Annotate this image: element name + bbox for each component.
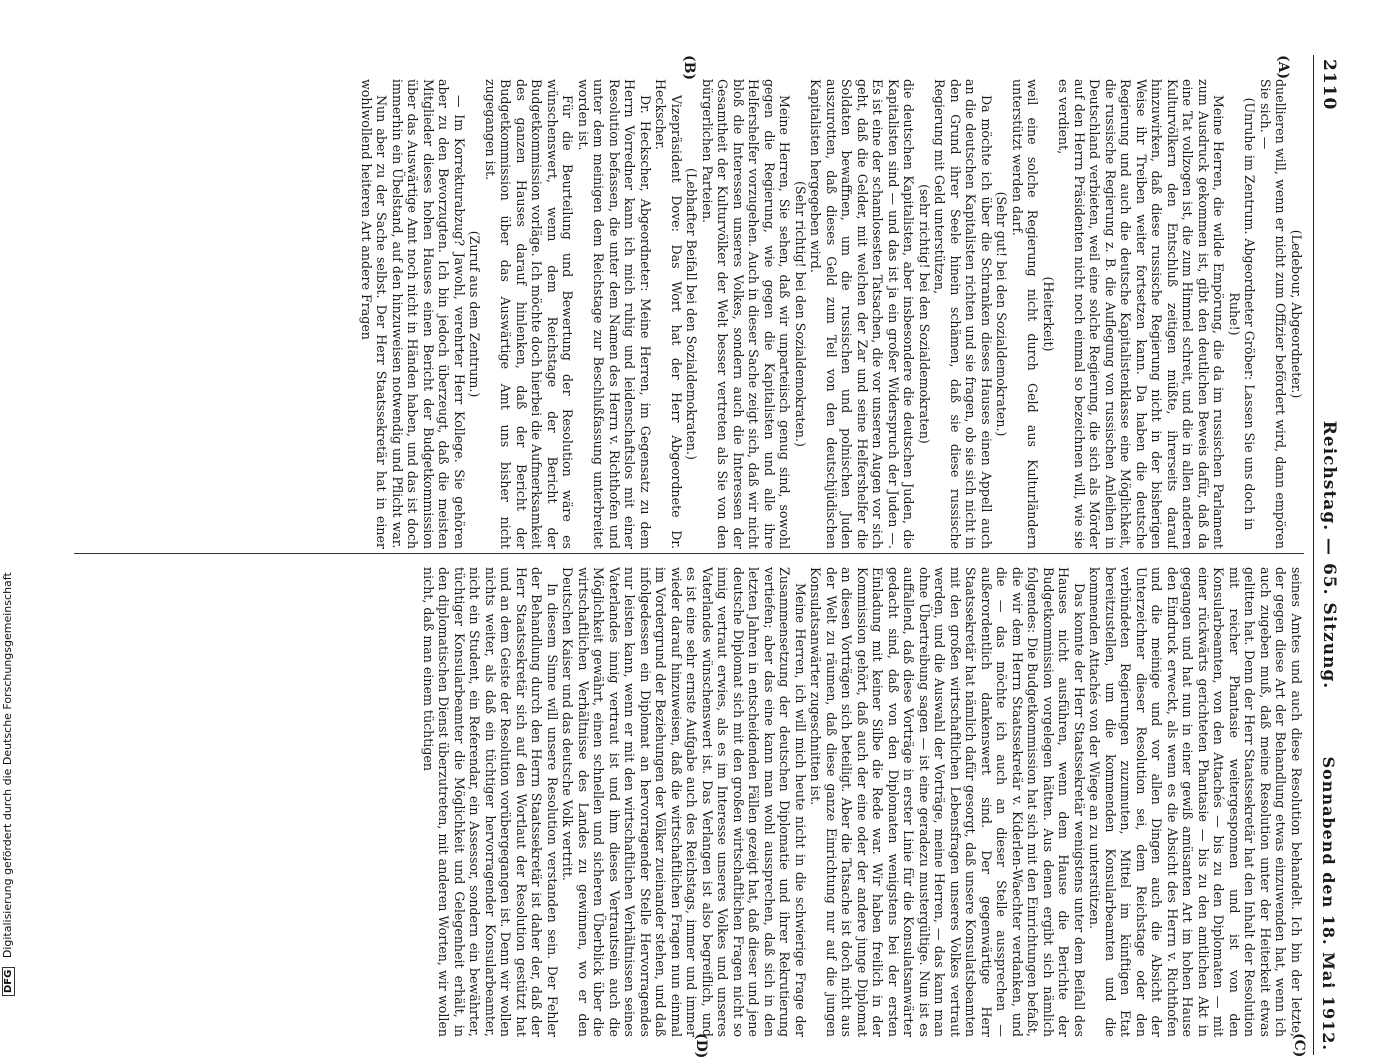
paragraph: Nun aber zu der Sache selbst. Der Herr Staatssekretär hat in einer wohlwollend heiteren Art andere Fragen <box>359 79 390 549</box>
paragraph: (Heiterkeit) <box>1041 276 1056 352</box>
dfg-logo: DFG <box>2 967 15 996</box>
margin-marker-c: (C) <box>1291 1033 1307 1058</box>
column-divider <box>74 553 1304 554</box>
paragraph: Dr. Heckscher, Abgeordneter: Meine Herren, im Gegensatz zu dem Herrn Vorredner kann ich mich ruhig und leidenschaftslos mit einer Resolution befassen, die unter dem Namen des Herrn v. Richthofen und unter dem meinigen dem Reichstage zur Beschlußfassung unterbreitet worden ist. <box>576 79 653 549</box>
paragraph: (Sehr gut! bei den Sozialdemokraten.) <box>994 191 1010 437</box>
paragraph: Meine Herren, die wilde Empörung, die da im russischen Parlament zum Ausdruck gekommen ist, gibt den deutlichen Beweis dafür, daß da eine Tat vollzogen ist, die zum Himmel schreit, und die in allen anderen Kulturvölkern den Entschluß zeitigen müßte, ihrerseits darauf hinzuwirken, daß diese russische Regierung nicht in der bisherigen Weise ihr Treiben weiter fortsetzen kann. Da haben die deutsche Regierung und auch die deutsche Kapitalistenklasse eine Möglichkeit, die russische Regierung z. B. die Auflegung von russischen Anleihen in Deutschland verbieten, weil eine solche Regierung, die sich als Mörder auf den Herrn Präsidenten nicht noch einmal so bezeichnen will, wie sie es verdient, <box>1056 79 1227 549</box>
margin-marker-b: (B) <box>681 55 697 81</box>
paragraph: (Ledebour, Abgeordneter.) <box>1289 229 1304 399</box>
page-number: 2110 <box>1319 59 1339 111</box>
left-text-column <box>74 79 1304 549</box>
paragraph: — Im Korrekturabzug? Jawohl, verehrter Herr Kollege. Sie gehören aber zu den Bevorzugten. Ich bin jedoch überzeugt, daß die meisten Mitglieder dieses hohen Hauses einen Bericht der Budgetkommission über das Auswärtige Amt noch nicht in Händen haben, und das ist doch immerhin ein Übelstand, auf den hinzuweisen notwendig und Pflicht war. <box>390 79 467 549</box>
paragraph: weil eine solche Regierung nicht durch Geld aus Kulturländern unterstützt werden darf. <box>1010 79 1041 549</box>
right-text-column <box>74 567 1304 1037</box>
paragraph: die deutschen Kapitalisten, aber insbesondere die deutschen Juden, die Kapitalisten sind — und das ist ja ein großer Widerspruch der Juden —. Es ist eine der schamlosesten Tatsachen, die vor unseren Augen vor sich geht, daß die Gelder, mit welchen der Zar und seine Helfershelfer die Soldaten bewaffnen, um die russischen und polnischen Juden auszurotten, daß dieses Geld zum Teil von den deutschjüdischen Kapitalisten hergegeben wird. <box>808 79 917 549</box>
margin-marker-d: (D) <box>693 1033 709 1058</box>
paragraph: (Unruhe im Zentrum. Abgeordneter Gröber: Lassen Sie uns doch in Ruhe!) <box>1227 97 1258 531</box>
scanned-page <box>56 55 1339 1058</box>
digitization-credit <box>1 572 15 996</box>
page-title: Reichstag. — 65. Sitzung. <box>1319 420 1339 690</box>
paragraph: Das konnte der Herr Staatssekretär wenigstens unter dem Beifall des Hauses nicht ausführen, wenn dem Hause die Berichte der Budgetkommission vorgelegen hätten. Aus denen ergibt sich nämlich folgendes: Die Budgetkommission hat sich mit den Einrichtungen befaßt, die wir dem Herrn Staatssekretär v. Kiderlen-Waechter verdanken, und die — das möchte ich auch an dieser Stelle aussprechen — außerordentlich dankenswert sind. Der gegenwärtige Herr Staatssekretär hat nämlich dafür gesorgt, daß unsere Konsulatsbeamten mit den großen wirtschaftlichen Lebensfragen unseres Volkes vertraut werden, und die Auswahl der Vorträge, meine Herren, — das kann man ohne Übertreibung sagen — ist eine geradezu mustergültige. Nun ist es auffallend, daß diese Vorträge in erster Linie für die Konsulatsanwärter gedacht sind, daß von den Diplomaten wenigstens bei der ersten Einladung mit keiner Silbe die Rede war. Wir haben freilich in der Kommission gehört, daß auch der eine oder der andere junge Diplomat an diesen Vorträgen sich beteiligt. Aber die Tatsache ist doch nicht aus der Welt zu räumen, daß diese ganze Einrichtung nur auf die jungen Konsulatsanwärter zugeschnitten ist. <box>808 567 1087 1037</box>
page-header <box>1313 55 1339 1055</box>
paragraph: Meine Herren, ich will mich heute nicht in die schwierige Frage der Zusammensetzung der deutschen Diplomatie und ihrer Rekrutierung vertiefen; aber das eine kann man wohl aussprechen, daß sich in den letzten Jahren in entscheidenden Fällen gezeigt hat, daß dieser und jene deutsche Diplomat sich mit den großen wirtschaftlichen Fragen nicht so innig vertraut erwies, als es im Interesse unseres Volkes und unseres Vaterlandes wünschenswert ist. Das Verlangen ist also begreiflich, und es ist eine sehr ernste Aufgabe auch des Reichstags, immer und immer wieder darauf hinzuweisen, daß die wirtschaftlichen Fragen nun einmal im Vordergrund der Beziehungen der Völker zueinander stehen, und daß infolgedessen ein Diplomat an hervorragender Stelle Hervorragendes nur leisten kann, wenn er mit den wirtschaftlichen Verhältnissen seines Vaterlandes innig vertraut ist und ihm dieses Vertrautsein auch die Möglichkeit gewährt, einen schnellen und sicheren Überblick über die wirtschaftlichen Verhältnisse des Landes zu gewinnen, wo er den Deutschen Kaiser und das deutsche Volk vertritt. <box>560 567 808 1037</box>
paragraph: Meine Herren, Sie sehen, daß wir unparteiisch genug sind, sowohl gegen die Regierung, wie gegen die Kapitalisten und alle ihre Helfershelfer vorzugehen. Auch in dieser Sache zeigt sich, daß wir nicht bloß die Interessen unseres Volkes, sondern auch die Interessen der Gesamtheit der Kulturvölker der Welt besser vertreten als Sie von den bürgerlichen Parteien. <box>700 79 793 549</box>
margin-marker-a: (A) <box>1275 55 1291 80</box>
paragraph: (Zuruf aus dem Zentrum.) <box>467 230 483 398</box>
paragraph: (sehr richtig! bei den Sozialdemokraten) <box>917 184 932 444</box>
paragraph: duellieren will, wenn er nicht zum Offizier befördert wird, dann empören Sie sich. — <box>1258 79 1289 549</box>
paragraph: Für die Beurteilung und Bewertung der Resolution wäre es wünschenswert, wenn dem Reichstage der Bericht der Budgetkommission vorläge. Ich möchte doch hierbei die Aufmerksamkeit des ganzen Hauses darauf hinlenken, daß der Bericht der Budgetkommission über das Auswärtige Amt uns bisher nicht zugegangen ist. <box>483 79 576 549</box>
session-date: Sonnabend den 18. Mai 1912. <box>1319 756 1338 1051</box>
paragraph: Da möchte ich über die Schranken dieses Hauses einen Appell auch an die deutschen Kapitalisten richten und sie fragen, ob sie sich nicht in den Grund ihrer Seele hinein schämen, daß sie diese russische Regierung mit Geld unterstützen, <box>932 79 994 549</box>
paragraph: (Sehr richtig! bei den Sozialdemokraten.) <box>793 181 808 447</box>
paragraph: Vizepräsident Dove: Das Wort hat der Herr Abgeordnete Dr. Heckscher. <box>653 79 684 549</box>
credit-text: Digitalisierung gefördert durch die Deutsche Forschungsgemeinschaft <box>1 572 14 959</box>
paragraph: (Lebhafter Beifall bei den Sozialdemokraten.) <box>684 168 700 460</box>
paragraph: In diesem Sinne will unsere Resolution verstanden sein. Der Fehler der Behandlung durch den Herrn Staatssekretär ist daher der, daß der Herr Staatssekretär sich auf den Wortlaut der Resolution gestützt hat und an dem Geiste der Resolution vorübergegangen ist. Denn wir wollen nichts weiter, als daß ein tüchtiger hervorragender Konsularbeamter, nicht ein Student, ein Referendar, ein Assessor, sondern ein bewährter, tüchtiger Konsularbeamter die Möglichkeit und Gelegenheit erhält, in den diplomatischen Dienst überzutreten, mit anderen Worten, wir wollen nicht, daß man einem tüchtigen <box>421 567 560 1037</box>
paragraph: seines Amtes und auch diese Resolution behandelt. Ich bin der letzte, der gegen diese Art der Behandlung etwas einzuwenden hat, wenn ich auch zugeben muß, daß meine Resolution unter der Heiterkeit etwas gelitten hat. Denn der Herr Staatssekretär hat den Inhalt der Resolution mit reicher Phantasie weitergesponnen und ist von den Konsularbeamten, von den Attachés — bis zu den Diplomaten — mit einer rückwärts gerichteten Phantasie — bis zu den amtlichen Akt in gegangen und hat nun in einer gewiß amüsanten Art im hohen Hause den Eindruck erweckt, als wenn es die Absicht des Herrn v. Richthofen und die meinige und vor allen Dingen auch die Absicht der Unterzeichner dieser Resolution sei, dem Reichstage oder den verbündeten Regierungen zuzumuten, Mittel im künftigen Etat bereitzustellen, um die kommenden Konsularbeamten und die kommenden Attachés von der Wiege an zu unterstützen. <box>1087 567 1304 1037</box>
